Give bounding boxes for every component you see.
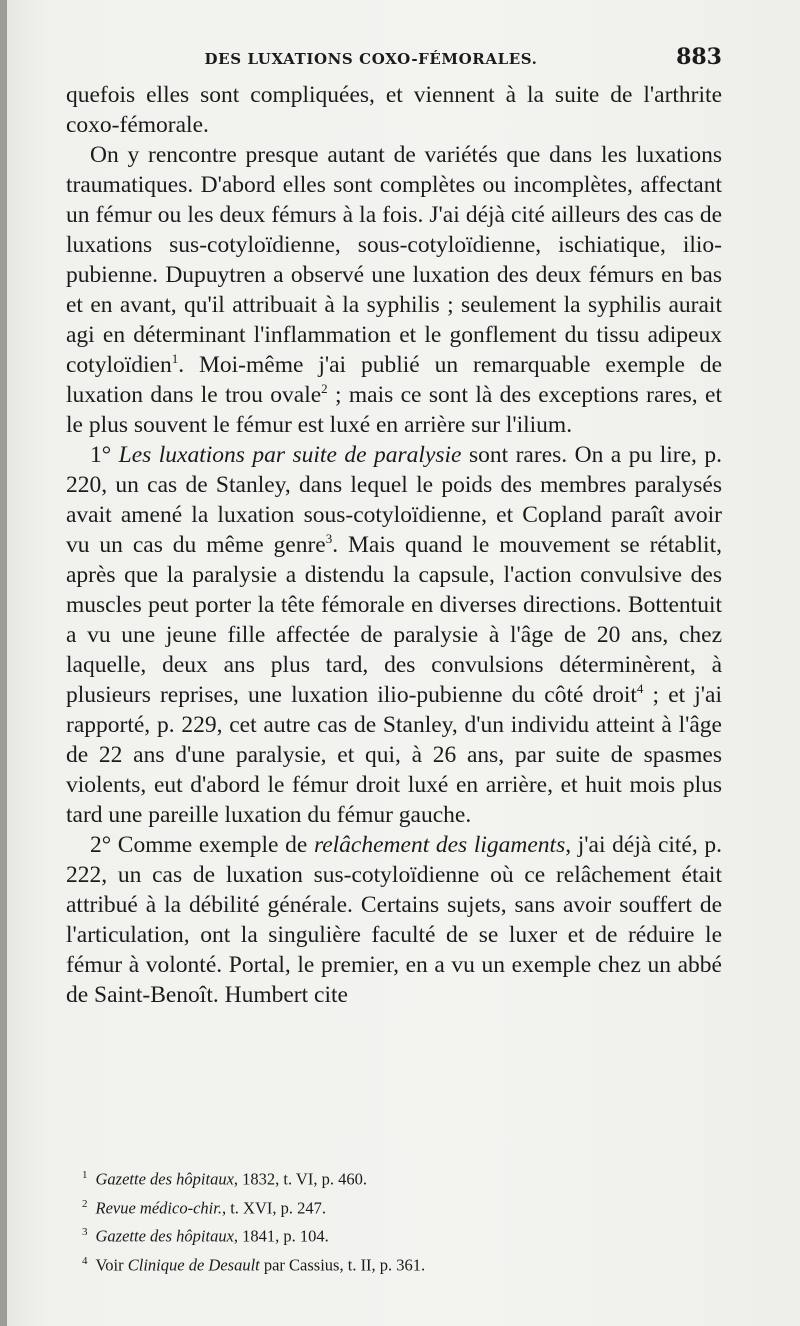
footnote-mark: 1 [82,1169,88,1181]
footnote-2 [82,1192,722,1221]
page-number: 883 [676,44,722,70]
footnote-source: Clinique de Desault [127,1255,260,1274]
paragraph-4-text-a: , j'ai déjà cité, p. 222, un cas de luxation sus-cotyloïdienne où ce relâchement était attribué à la débilité générale. Certains sujets, sans avoir souffert de l'articulation, ont la singulière faculté de se luxer et de réduire le fémur à volonté. Portal, le premier, en a vu un exemple chez un abbé de Saint-Benoît. Humbert cite [66,832,723,1008]
paragraph-3-text-a: sont rares. On a pu lire, p. 220, un cas de Stanley, dans lequel le poids des membres paralysés avait amené la luxation sous-cotyloïdienne, et Copland paraît avoir vu un cas du même genre [66,442,722,558]
footnote-source: Revue médico-chir. [95,1198,222,1217]
footnote-detail: , t. XVI, p. 247. [221,1198,326,1217]
footnote-source: Gazette des hôpitaux [95,1169,234,1189]
footnote-detail: par Cassius, t. II, p. 361. [259,1255,426,1274]
paragraph-1-text: quefois elles sont compliquées, et viennent à la suite de l'arthrite coxo-fémorale. [66,82,722,138]
paragraph-1 [66,80,722,140]
footnote-mark: 2 [82,1197,88,1210]
footnote-detail: , 1832, t. VI, p. 460. [233,1169,367,1189]
footnote-source: Gazette des hôpitaux [95,1226,234,1246]
footnote-detail: , 1841, p. 104. [233,1226,329,1246]
paragraph-3 [66,440,722,830]
body-text [66,80,722,1010]
page-header [66,44,722,74]
paragraph-4-emphasis: relâchement des ligaments [313,832,566,858]
footnote-ref-4: 4 [636,681,644,697]
footnote-prefix: Voir [95,1255,128,1274]
footnote-ref-2: 2 [321,381,328,397]
footnote-mark: 3 [82,1226,88,1238]
page-binding-edge [0,0,7,1326]
paragraph-2-text-a: On y rencontre presque autant de variétés que dans les luxations traumatiques. D'abord elles sont complètes ou incomplètes, affectant un fémur ou les deux fémurs à la fois. J'ai déjà cité ailleurs des cas de luxations sus-cotyloïdienne, sous-cotyloïdienne, ischiatique, ilio-pubienne. Dupuytren a observé une luxation des deux fémurs en bas et en avant, qu'il attribuait à la syphilis ; seulement la syphilis aurait agi en déterminant l'inflammation et le gonflement du tissu adipeux cotyloïdien [66,142,722,378]
paragraph-3-lead: 1° [90,442,119,468]
paragraph-4-lead: 2° Comme exemple de [90,832,314,858]
running-title: DES LUXATIONS COXO-FÉMORALES. [204,50,538,68]
paragraph-2-text-c: ; mais ce sont là des exceptions rares, et le plus souvent le fémur est luxé en arrière sur l'ilium. [66,382,722,438]
paragraph-3-text-c: ; et j'ai rapporté, p. 229, cet autre cas de Stanley, d'un individu atteint à l'âge de 22 ans d'une paralysie, et qui, à 26 ans, par suite de spasmes violents, eut d'abord le fémur droit luxé en arrière, et huit mois plus tard une pareille luxation du fémur gauche. [66,682,722,828]
footnote-ref-3: 3 [325,531,333,547]
footnote-1 [82,1163,722,1192]
footnote-4 [82,1249,722,1278]
paragraph-2-text-b: . Moi-même j'ai publié un remarquable exemple de luxation dans le trou ovale [66,352,722,408]
paragraph-2 [66,140,722,440]
footnote-3 [82,1220,722,1249]
footnote-mark: 4 [82,1254,88,1267]
paragraph-4 [66,830,722,1010]
paragraph-3-text-b: . Mais quand le mouvement se rétablit, après que la paralysie a distendu la capsule, l'action convulsive des muscles peut porter la tête fémorale en diverses directions. Bottentuit a vu une jeune fille affectée de paralysie à l'âge de 20 ans, chez laquelle, deux ans plus tard, des convulsions déterminèrent, à plusieurs reprises, une luxation ilio-pubienne du côté droit [66,532,722,708]
paragraph-3-emphasis: Les luxations par suite de paralysie [118,442,462,468]
footnotes [82,1163,722,1277]
footnote-ref-1: 1 [171,351,179,367]
